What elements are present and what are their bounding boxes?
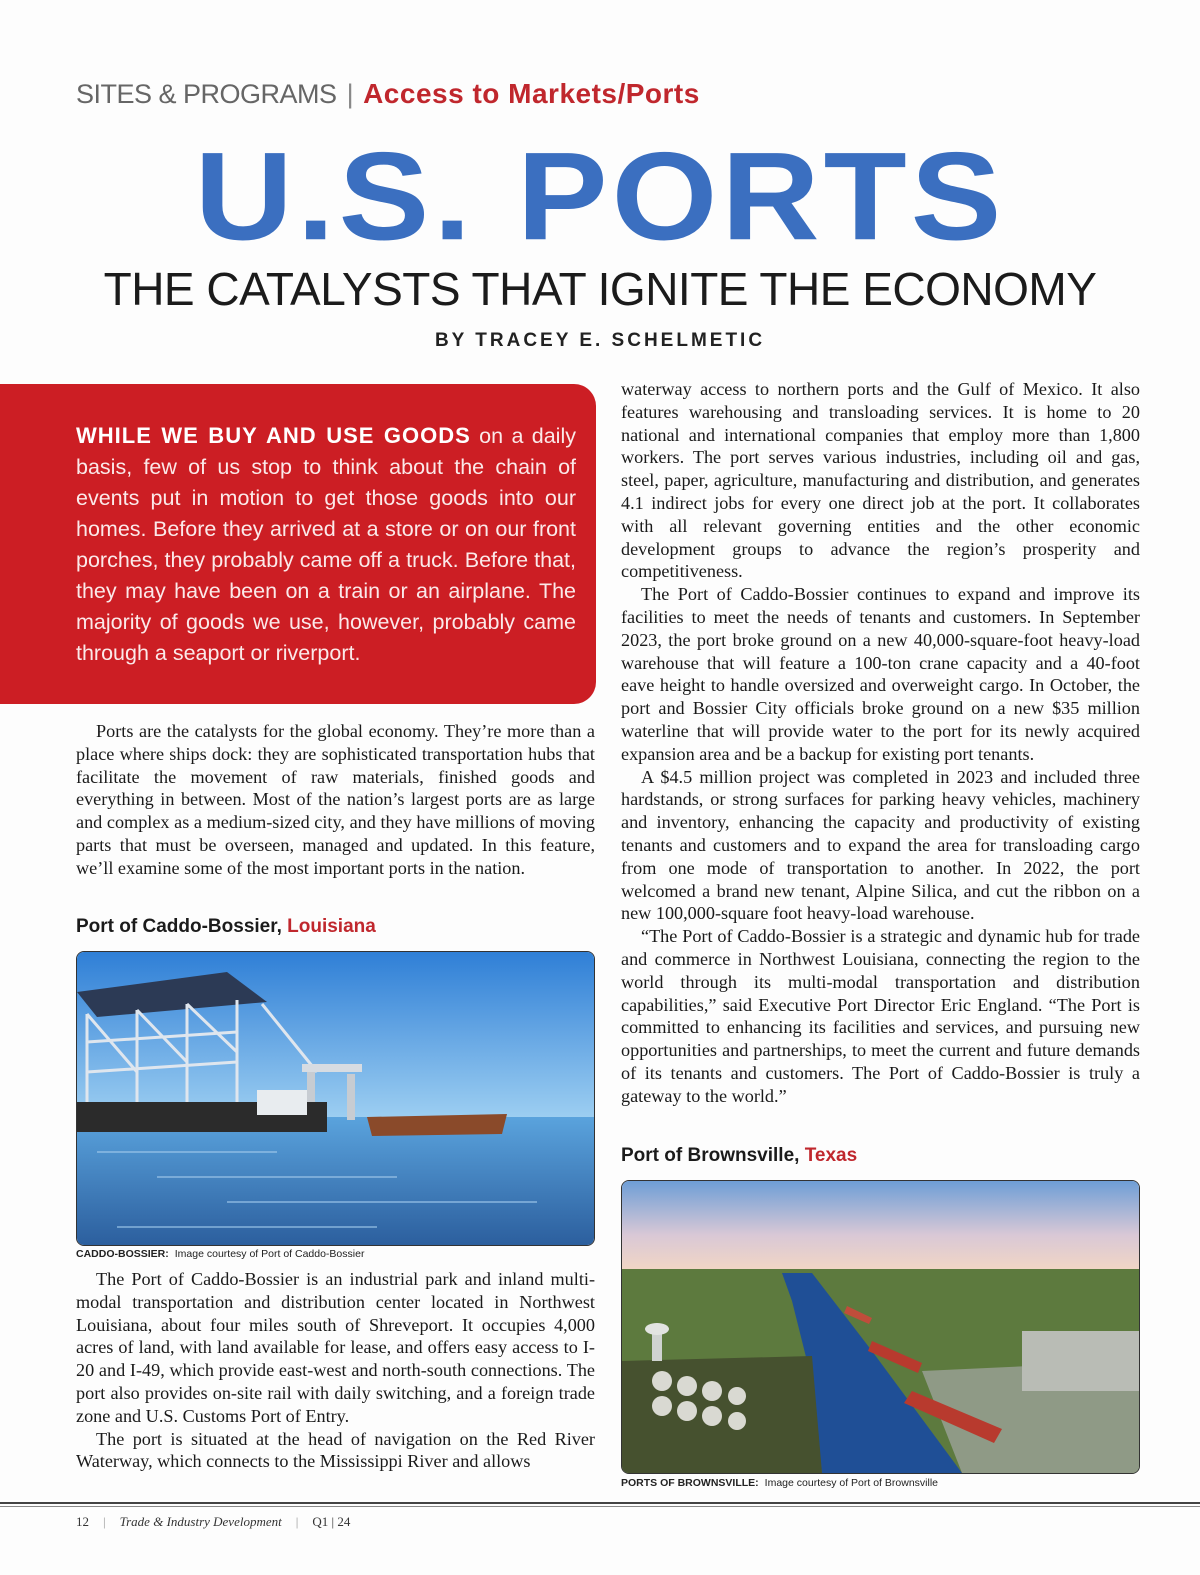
brownsville-caption-text: Image courtesy of Port of Brownsville	[764, 1477, 938, 1489]
caddo-paragraph-4: A $4.5 million project was completed in 2023 and included three hardstands, or strong surfaces for parking heavy vehicles, machinery and inventory, enhancing the capacity and productivity of existing tenants and customers and to expand the area for transloading cargo from one mode of transportation to another. In 2022, the port welcomed a brand new tenant, Alpine Silica, and cut the ribbon on a new 100,000-square foot heavy-load warehouse.	[621, 766, 1140, 924]
issue-label: Q1 | 24	[312, 1514, 351, 1529]
caddo-heading-state: Louisiana	[287, 916, 376, 937]
callout-lead: WHILE WE BUY AND USE GOODS	[76, 423, 471, 448]
caddo-bossier-photo	[76, 951, 595, 1246]
brownsville-caption	[621, 1477, 938, 1489]
footer-rule	[0, 1502, 1200, 1504]
caddo-caption-label: CADDO-BOSSIER:	[76, 1248, 169, 1260]
caddo-paragraph-3: The Port of Caddo-Bossier continues to expand and improve its facilities to meet the needs of tenants and customers. In September 2023, the port broke ground on a new 40,000-square-foot heavy-load warehouse that will feature a 100-ton crane capacity and a 40-foot eave height to handle oversized and overweight cargo. In October, the port and Bossier City officials broke ground on a new $35 million waterline that will provide water to the port for its newly acquired expansion area and be a backup for existing port tenants.	[621, 584, 1140, 764]
caddo-caption	[76, 1248, 364, 1260]
caddo-paragraph-5: “The Port of Caddo-Bossier is a strategic and dynamic hub for trade and commerce in Northwest Louisiana, connecting the region to the world through its multi-modal transportation and distribution capabilities,” said Executive Port Director Eric England. “The Port is committed to enhancing its facilities and services, and pursuing new opportunities and partnerships, to meet the current and future demands of its tenants and customers. The Port of Caddo-Bossier is truly a gateway to the world.”	[621, 926, 1140, 1106]
page-number: 12	[76, 1514, 89, 1529]
article-subtitle: THE CATALYSTS THAT IGNITE THE ECONOMY	[103, 263, 1097, 315]
brownsville-heading-state: Texas	[804, 1145, 858, 1166]
caddo-caption-text: Image courtesy of Port of Caddo-Bossier	[174, 1248, 365, 1260]
callout-text	[76, 420, 576, 669]
section-kicker	[76, 78, 700, 110]
intro-column	[76, 720, 595, 880]
brownsville-photo	[621, 1180, 1140, 1474]
caddo-paragraph-2-continued: waterway access to northern ports and the Gulf of Mexico. It also features warehousing and transloading services. It is home to 20 national and international companies that employ more than 1,800 workers. The port serves various industries, including oil and gas, steel, paper, agriculture, manufacturing and distribution, and generates 4.1 indirect jobs for every one direct job at the port. It collaborates with all relevant governing entities and the other economic development groups to advance the region’s prosperity and competitiveness.	[621, 379, 1140, 582]
section-label: SITES & PROGRAMS	[76, 79, 337, 109]
article-title: U.S. PORTS	[194, 126, 1006, 266]
brownsville-heading	[621, 1145, 857, 1167]
footer-rule-thin	[0, 1506, 1200, 1507]
caddo-paragraph-2: The port is situated at the head of navigation on the Red River Waterway, which connects to the Mississippi River and allows	[76, 1428, 595, 1472]
page-footer: 12 | Trade & Industry Development | Q1 | 24	[76, 1514, 351, 1529]
intro-paragraph: Ports are the catalysts for the global economy. They’re more than a place where ships dock: they are sophisticated transportation hubs that facilitate the movement of raw materials, finished goods and everything in between. Most of the nation’s largest ports are as large and complex as a medium-sized city, and they have millions of moving parts that must be overseen, managed and updated. In this feature, we’ll examine some of the most important ports in the nation.	[76, 721, 595, 878]
brownsville-caption-label: PORTS OF BROWNSVILLE:	[621, 1477, 759, 1489]
kicker-separator: |	[346, 79, 354, 109]
publication-name: Trade & Industry Development	[119, 1514, 282, 1529]
topic-label: Access to Markets/Ports	[363, 78, 700, 109]
caddo-heading-port: Port of Caddo-Bossier,	[76, 916, 282, 937]
callout-body: on a daily basis, few of us stop to think about the chain of events put in motion to get those goods into our homes. Before they arrived at a store or on our front porches, they probably came off a truck. Before that, they may have been on a train or an airplane. The majority of goods we use, however, probably came through a seaport or riverport.	[76, 424, 576, 665]
caddo-column-left	[76, 1268, 595, 1473]
caddo-heading	[76, 916, 376, 938]
brownsville-heading-port: Port of Brownsville,	[621, 1145, 800, 1166]
caddo-column-right	[621, 378, 1140, 1108]
caddo-paragraph-1: The Port of Caddo-Bossier is an industrial park and inland multi-modal transportation and distribution center located in Northwest Louisiana, about four miles south of Shreveport. It occupies 4,000 acres of land, with land available for lease, and offers easy access to I-20 and I-49, which provide east-west and north-south connections. The port also provides on-site rail with daily switching, and a foreign trade zone and U.S. Customs Port of Entry.	[76, 1269, 595, 1426]
byline: BY TRACEY E. SCHELMETIC	[434, 330, 766, 351]
